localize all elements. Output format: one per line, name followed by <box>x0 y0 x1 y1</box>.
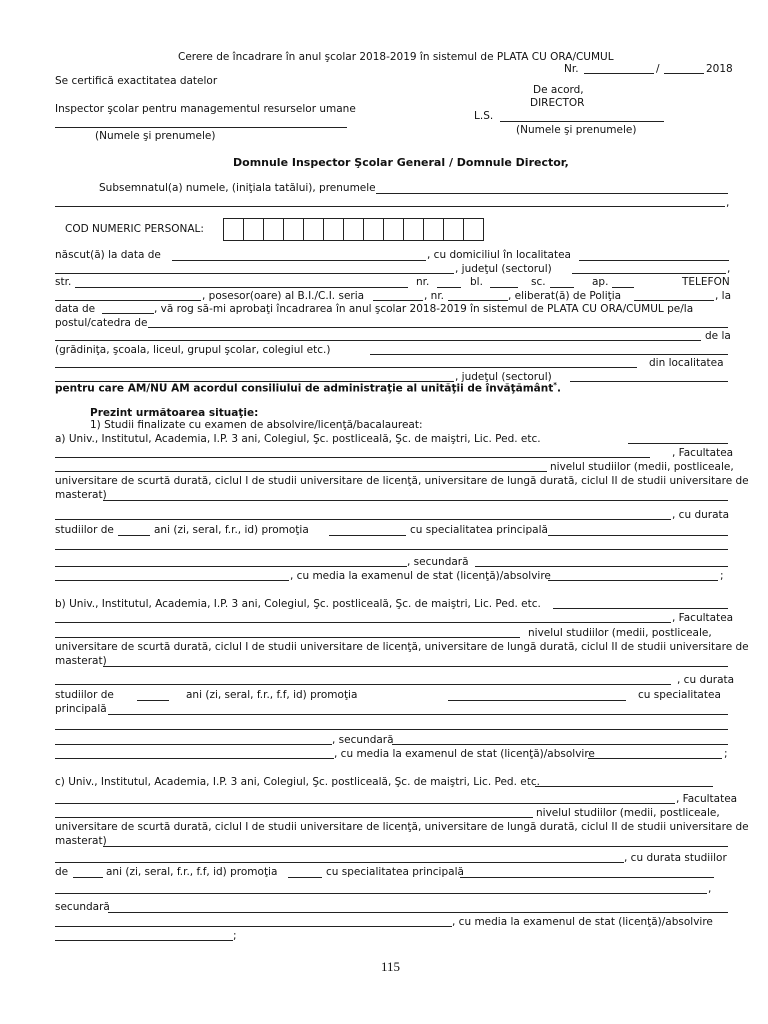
study-a-spec-label: cu specialitatea principală <box>410 524 548 536</box>
judet-label: , judeţul (sectorul) <box>455 263 552 275</box>
agree-text: De acord, <box>533 84 584 96</box>
post-field-cont[interactable] <box>55 340 701 341</box>
school-field-cont[interactable] <box>55 367 637 368</box>
study-b-years-field[interactable] <box>137 700 169 701</box>
study-a-form-label: ani (zi, seral, f.r., id) promoţia <box>154 524 309 536</box>
study-b-secondary-field[interactable] <box>392 744 728 745</box>
stair-label: sc. <box>531 276 546 288</box>
asterisk-footnote: * <box>553 381 557 389</box>
number-field[interactable] <box>437 287 461 288</box>
study-a-secondary-field[interactable] <box>475 566 728 567</box>
study-a-years-label: studiilor de <box>55 524 114 536</box>
study-c-level-field[interactable] <box>103 846 728 847</box>
study-c-spec-label: cu specialitatea principală <box>326 866 464 878</box>
council-agreement <box>55 382 561 394</box>
period: . <box>556 382 561 395</box>
study-c-de-label: de <box>55 866 69 878</box>
semicolon: ; <box>233 930 237 942</box>
study-b-level-field-cont[interactable] <box>55 684 671 685</box>
locality-field[interactable] <box>579 260 729 261</box>
police-field[interactable] <box>634 300 714 301</box>
from-locality-label: din localitatea <box>649 357 724 369</box>
post-label: postul/catedra de <box>55 317 148 329</box>
subsemnatul-label: Subsemnatul(a) numele, (iniţiala tatălui), prenumele <box>99 182 376 194</box>
study-b-faculty-field[interactable] <box>55 637 520 638</box>
issue-date-label: data de <box>55 303 96 315</box>
street-field[interactable] <box>75 287 408 288</box>
form-title: Cerere de încadrare în anul şcolar 2018-2019 în sistemul de PLATA CU ORA/CUMUL <box>178 51 614 63</box>
name-field[interactable] <box>376 193 728 194</box>
study-b-level-field[interactable] <box>103 666 728 667</box>
studies-item-1: 1) Studii finalizate cu examen de absolvire/licenţă/bacalaureat: <box>90 419 423 431</box>
street-label: str. <box>55 276 72 288</box>
school-field[interactable] <box>370 354 728 355</box>
study-a-faculty-field[interactable] <box>55 471 547 472</box>
study-b-level-options: universitare de scurtă durată, ciclul I de studii universitare de licenţă, universitare de lungă durată, ciclul II de studii universitare de <box>55 641 749 653</box>
study-b-duration-label: , cu durata <box>677 674 735 686</box>
salutation: Domnule Inspector Şcolar General / Domnule Director, <box>233 156 569 169</box>
study-c-years-field[interactable] <box>73 877 103 878</box>
id-number-field[interactable] <box>448 300 508 301</box>
nr-year: 2018 <box>706 63 733 75</box>
council-agreement-text: pentru care AM/NU AM acordul consiliului de administraţie al unităţii de învăţământ <box>55 382 554 395</box>
apartment-field[interactable] <box>612 287 634 288</box>
study-b-faculty-label: , Facultatea <box>672 612 734 624</box>
phone-field[interactable] <box>55 300 201 301</box>
study-b-intro: b) Univ., Institutul, Academia, I.P. 3 ani, Colegiul, Şc. postliceală, Şc. de maiştri, Lic. Ped. etc. <box>55 598 541 610</box>
study-b-spec-label: cu specialitatea <box>638 689 721 701</box>
posesor-label: , posesor(oare) al B.I./C.I. seria <box>202 290 365 302</box>
ls-label: L.S. <box>474 110 494 122</box>
issue-date-field[interactable] <box>102 313 154 314</box>
study-c-promotion-field[interactable] <box>288 877 322 878</box>
nr-field[interactable] <box>584 73 654 74</box>
study-b-form-label: ani (zi, seral, f.r., f.f, id) promoţia <box>186 689 358 701</box>
inspector-text: Inspector şcolar pentru managementul resurselor umane <box>55 103 356 115</box>
study-c-spec-field[interactable] <box>460 877 714 878</box>
study-c-grade-label: , cu media la examenul de stat (licenţă)/absolvire <box>452 916 713 928</box>
study-a-grade-field[interactable] <box>548 580 718 581</box>
id-series-field[interactable] <box>373 300 423 301</box>
la-label: , la <box>715 290 732 302</box>
nr-slash: / <box>656 63 660 75</box>
study-c-institution-field-cont[interactable] <box>55 803 675 804</box>
study-b-years-label: studiilor de <box>55 689 114 701</box>
study-c-level-label: nivelul studiilor (medii, postliceale, <box>536 807 720 819</box>
study-c-masterat: masterat) <box>55 835 107 847</box>
study-b-spec-field[interactable] <box>108 714 728 715</box>
director-label: DIRECTOR <box>530 97 585 109</box>
study-a-intro: a) Univ., Institutul, Academia, I.P. 3 ani, Colegiul, Şc. postliceală, Şc. de maiştri, Lic. Ped. etc. <box>55 433 541 445</box>
study-a-masterat: masterat) <box>55 489 107 501</box>
study-a-duration-label: , cu durata <box>672 509 730 521</box>
study-c-secondary-field-cont[interactable] <box>55 926 452 927</box>
study-b-grade-field[interactable] <box>588 758 722 759</box>
study-a-institution-field-cont[interactable] <box>55 457 650 458</box>
apartment-label: ap. <box>592 276 609 288</box>
stair-field[interactable] <box>550 287 574 288</box>
eliberat-label: , eliberat(ă) de Poliţia <box>508 290 622 302</box>
study-c-spec-field-cont[interactable] <box>55 893 707 894</box>
study-c-faculty-label: , Facultatea <box>676 793 738 805</box>
study-b-principal-label: principală <box>55 703 107 715</box>
number-label: nr. <box>416 276 430 288</box>
study-a-years-field[interactable] <box>118 535 150 536</box>
birth-date-field[interactable] <box>172 260 426 261</box>
name-field-cont[interactable] <box>55 206 725 207</box>
certify-text: Se certifică exactitatea datelor <box>55 75 218 87</box>
study-c-level-options: universitare de scurtă durată, ciclul I de studii universitare de licenţă, universitare de lungă durată, ciclul II de studii universitare de <box>55 821 749 833</box>
study-a-secondary-field-cont[interactable] <box>55 580 289 581</box>
study-a-spec-field-cont[interactable] <box>55 549 728 550</box>
page-number: 115 <box>381 959 401 974</box>
director-name-caption: (Numele şi prenumele) <box>516 124 637 136</box>
comma: , <box>727 263 731 275</box>
study-c-level-field-cont[interactable] <box>55 862 624 863</box>
semicolon: ; <box>724 748 728 760</box>
study-b-secondary-field-cont[interactable] <box>55 758 334 759</box>
study-c-secondary-label: secundară <box>55 901 110 913</box>
locality-field-cont[interactable] <box>55 273 454 274</box>
nascut-label: născut(ă) la data de <box>55 249 161 261</box>
study-a-faculty-label: , Facultatea <box>672 447 734 459</box>
block-label: bl. <box>470 276 483 288</box>
county-field-2[interactable] <box>570 381 728 382</box>
director-name-field[interactable] <box>500 121 664 122</box>
study-c-institution-field[interactable] <box>535 786 713 787</box>
study-c-secondary-field[interactable] <box>108 912 728 913</box>
semicolon: ; <box>720 570 724 582</box>
study-b-level-label: nivelul studiilor (medii, postliceale, <box>528 627 712 639</box>
study-c-intro: c) Univ., Institutul, Academia, I.P. 3 ani, Colegiul, Şc. postliceală, Şc. de maiştri, Lic. Ped. etc. <box>55 776 540 788</box>
domiciliu-label: , cu domiciliul în localitatea <box>427 249 571 261</box>
study-b-secondary-label: , secundară <box>332 734 394 746</box>
nr-label: Nr. <box>564 63 579 75</box>
study-a-level-field[interactable] <box>103 500 728 501</box>
study-a-spec-field[interactable] <box>548 535 728 536</box>
study-c-faculty-field[interactable] <box>55 817 533 818</box>
request-text: , vă rog să-mi aprobaţi încadrarea în anul şcolar 2018-2019 în sistemul de PLATA CU ORA/CUMUL pe/la <box>154 303 694 315</box>
study-a-grade-label: , cu media la examenul de stat (licenţă)/absolvire <box>290 570 551 582</box>
comma: , <box>708 883 712 895</box>
school-type-label: (grădiniţa, şcoala, liceul, grupul şcolar, colegiul etc.) <box>55 344 331 356</box>
county-label-2: , judeţul (sectorul) <box>455 371 552 383</box>
study-a-institution-field[interactable] <box>628 443 728 444</box>
cnp-label: COD NUMERIC PERSONAL: <box>65 223 204 235</box>
situation-heading: Prezint următoarea situaţie: <box>90 407 259 419</box>
study-b-spec-field-cont[interactable] <box>55 729 728 730</box>
study-a-level-options: universitare de scurtă durată, ciclul I de studii universitare de licenţă, universitare de lungă durată, ciclul II de studii universitare de <box>55 475 749 487</box>
inspector-name-field[interactable] <box>55 127 347 128</box>
study-b-spec-field-cont-2[interactable] <box>55 744 332 745</box>
study-c-duration-label: , cu durata studiilor <box>624 852 727 864</box>
study-a-secondary-label: , secundară <box>407 556 469 568</box>
county-field[interactable] <box>572 273 726 274</box>
study-a-level-label: nivelul studiilor (medii, postliceale, <box>550 461 734 473</box>
block-field[interactable] <box>490 287 518 288</box>
study-a-spec-field-cont-2[interactable] <box>55 566 407 567</box>
study-b-institution-field[interactable] <box>553 608 728 609</box>
study-b-masterat: masterat) <box>55 655 107 667</box>
study-b-promotion-field[interactable] <box>448 700 626 701</box>
de-la-label: de la <box>705 330 731 342</box>
phone-label: TELEFON <box>682 276 730 288</box>
id-number-label: , nr. <box>424 290 445 302</box>
inspector-name-caption: (Numele şi prenumele) <box>95 130 216 142</box>
comma: , <box>726 197 730 209</box>
study-b-institution-field-cont[interactable] <box>55 622 671 623</box>
study-c-grade-field[interactable] <box>55 940 233 941</box>
nr-date-field[interactable] <box>664 73 704 74</box>
study-c-form-label: ani (zi, seral, f.r., f.f, id) promoţia <box>106 866 278 878</box>
study-a-promotion-field[interactable] <box>329 535 406 536</box>
study-a-level-field-cont[interactable] <box>55 519 671 520</box>
study-b-grade-label: , cu media la examenul de stat (licenţă)/absolvire <box>334 748 595 760</box>
post-field[interactable] <box>148 327 728 328</box>
